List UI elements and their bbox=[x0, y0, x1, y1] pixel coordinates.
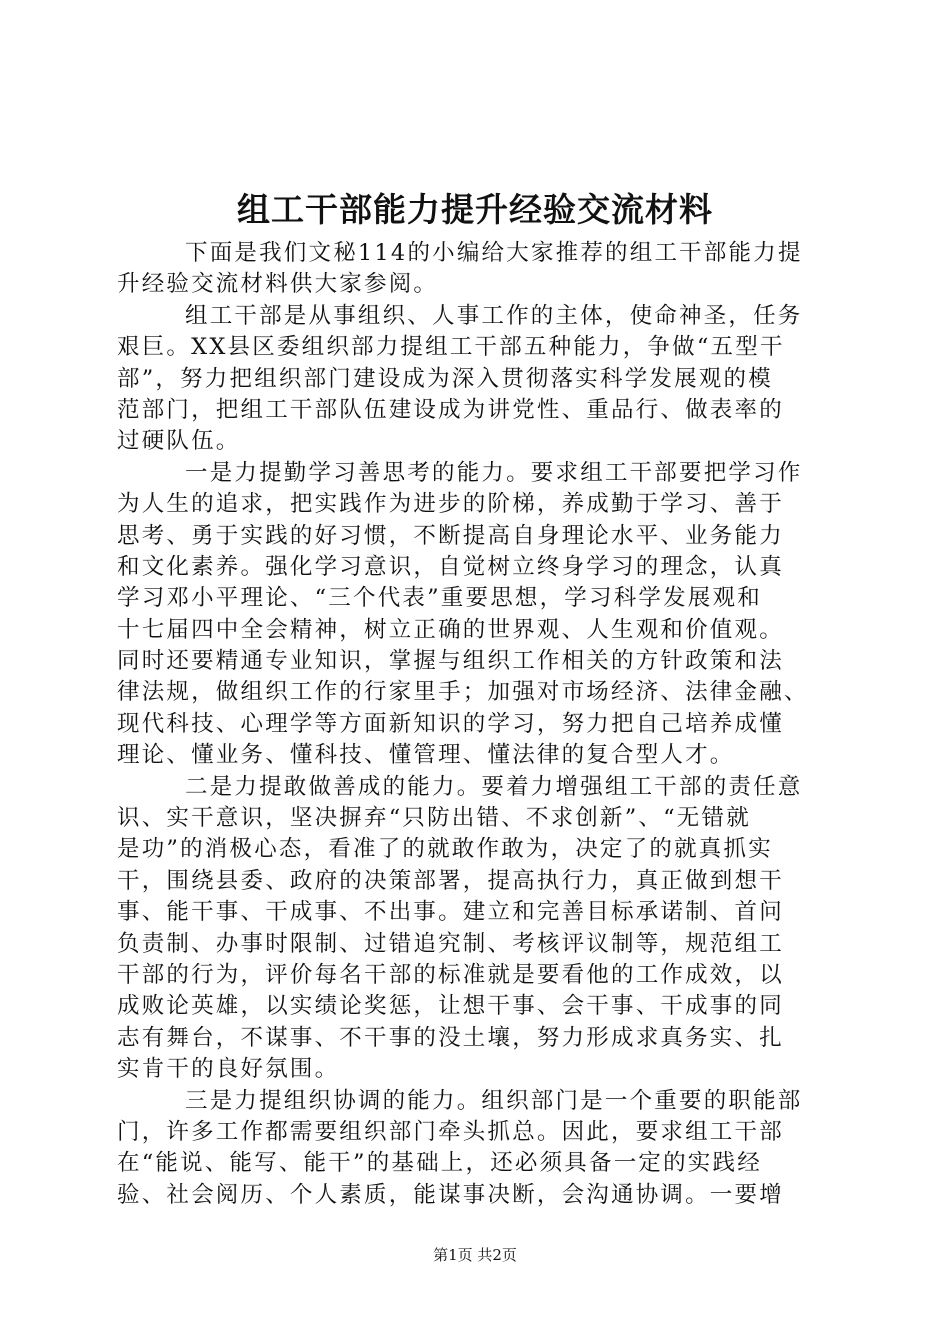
text-line: 学习邓小平理论、“三个代表”重要思想，学习科学发展观和 bbox=[117, 585, 762, 612]
text-line: 下面是我们文秘114的小编给大家推荐的组工干部能力提 bbox=[185, 240, 803, 266]
text-line: 同时还要精通专业知识，掌握与组织工作相关的方针政策和法 bbox=[117, 648, 784, 675]
text-line: 范部门，把组工干部队伍建设成为讲党性、重品行、做表率的 bbox=[117, 396, 784, 423]
text-line: 干，围绕县委、政府的决策部署，提高执行力，真正做到想干 bbox=[117, 867, 784, 894]
page-footer: 第1页 共2页 bbox=[433, 1246, 517, 1264]
text-line: 现代科技、心理学等方面新知识的学习，努力把自己培养成懂 bbox=[117, 710, 784, 737]
paragraph bbox=[117, 1086, 857, 1212]
text-line: 十七届四中全会精神，树立正确的世界观、人生观和价值观。 bbox=[117, 616, 784, 643]
paragraph bbox=[117, 772, 857, 1086]
text-line: 实肯干的良好氛围。 bbox=[117, 1056, 340, 1083]
text-line: 干部的行为，评价每名干部的标准就是要看他的工作成效，以 bbox=[117, 961, 784, 988]
text-line: 识、实干意识，坚决摒弃“只防出错、不求创新”、“无错就 bbox=[117, 805, 751, 832]
document-title: 组工干部能力提升经验交流材料 bbox=[237, 190, 713, 229]
text-line: 验、社会阅历、个人素质，能谋事决断，会沟通协调。一要增 bbox=[117, 1181, 784, 1208]
text-line: 门，许多工作都需要组织部门牵头抓总。因此，要求组工干部 bbox=[117, 1118, 784, 1145]
text-line: 组工干部是从事组织、人事工作的主体，使命神圣，任务 bbox=[185, 302, 803, 329]
text-line: 理论、懂业务、懂科技、懂管理、懂法律的复合型人才。 bbox=[117, 742, 735, 769]
text-line: 一是力提勤学习善思考的能力。要求组工干部要把学习作 bbox=[185, 459, 803, 486]
text-line: 成败论英雄，以实绩论奖惩，让想干事、会干事、干成事的同 bbox=[117, 993, 784, 1020]
text-line: 在“能说、能写、能干”的基础上，还必须具备一定的实践经 bbox=[117, 1150, 762, 1177]
text-line: 升经验交流材料供大家参阅。 bbox=[117, 271, 439, 298]
text-line: 部”，努力把组织部门建设成为深入贯彻落实科学发展观的模 bbox=[117, 365, 773, 392]
text-line: 思考、勇于实践的好习惯，不断提高自身理论水平、业务能力 bbox=[117, 522, 784, 549]
text-line: 是功”的消极心态，看准了的就敢作敢为，决定了的就真抓实 bbox=[117, 836, 773, 863]
text-line: 负责制、办事时限制、过错追究制、考核评议制等，规范组工 bbox=[117, 930, 784, 957]
paragraph bbox=[117, 301, 857, 458]
text-line: 志有舞台，不谋事、不干事的没土壤，努力形成求真务实、扎 bbox=[117, 1024, 784, 1051]
text-line: 二是力提敢做善成的能力。要着力增强组工干部的责任意 bbox=[185, 773, 803, 800]
text-line: 过硬队伍。 bbox=[117, 428, 241, 455]
text-line: 事、能干事、干成事、不出事。建立和完善目标承诺制、首问 bbox=[117, 899, 784, 926]
text-line: 和文化素养。强化学习意识，自觉树立终身学习的理念，认真 bbox=[117, 553, 784, 580]
paragraph bbox=[117, 458, 857, 772]
document-body bbox=[117, 238, 857, 1211]
text-line: 三是力提组织协调的能力。组织部门是一个重要的职能部 bbox=[185, 1087, 803, 1114]
text-line: 艰巨。XX县区委组织部力提组工干部五种能力，争做“五型干 bbox=[117, 334, 785, 361]
text-line: 为人生的追求，把实践作为进步的阶梯，养成勤于学习、善于 bbox=[117, 491, 784, 518]
text-line: 律法规，做组织工作的行家里手；加强对市场经济、法律金融、 bbox=[117, 679, 809, 706]
paragraph bbox=[117, 238, 857, 301]
